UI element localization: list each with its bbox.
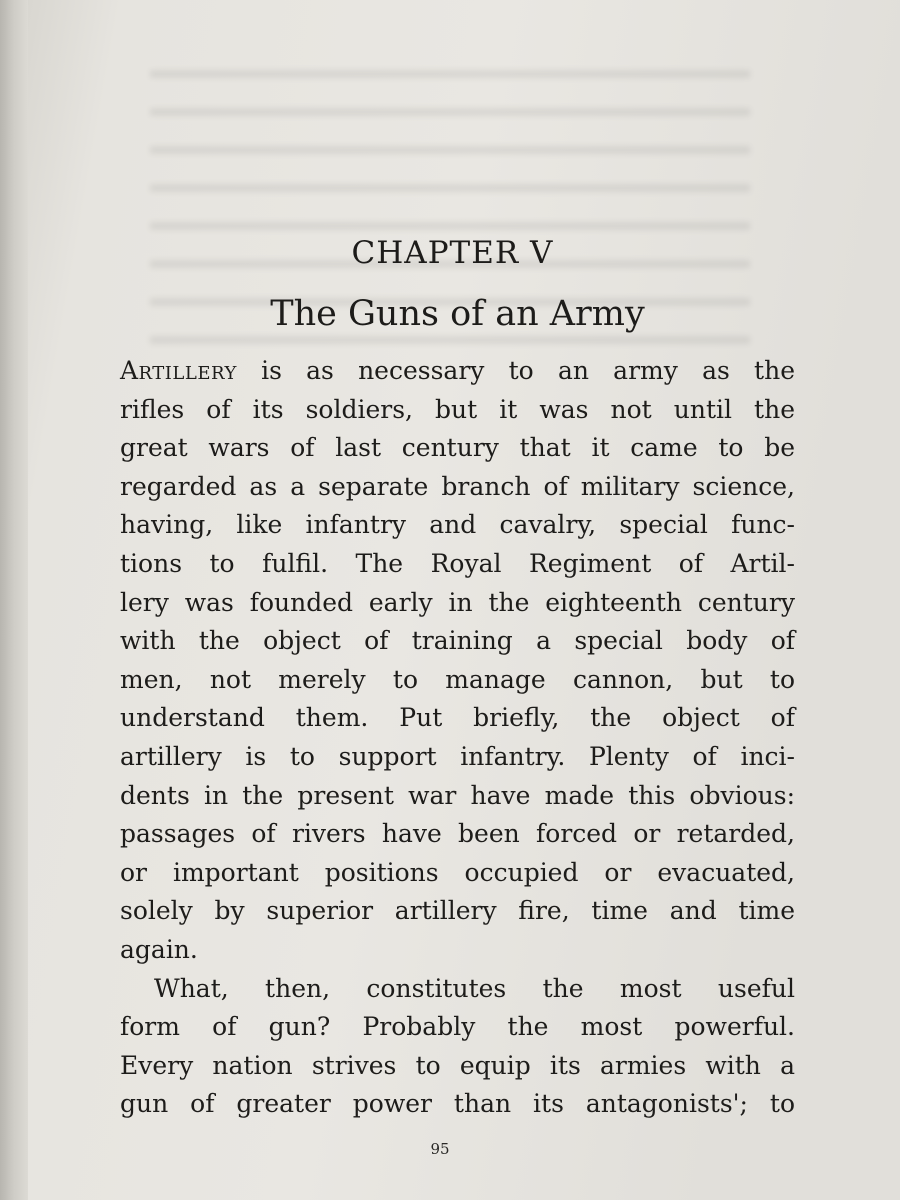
paragraph-line: having, like infantry and cavalry, special func-	[120, 510, 795, 540]
paragraph-line: lery was founded early in the eighteenth century	[120, 587, 795, 617]
paragraph-2	[120, 970, 795, 1124]
chapter-label: CHAPTER V	[351, 235, 554, 271]
chapter-title: The Guns of an Army	[270, 294, 645, 334]
paragraph-line: with the object of training a special body of	[120, 626, 795, 656]
paragraph-line: passages of rivers have been forced or retarded,	[120, 819, 795, 849]
lead-word: Artillery	[120, 356, 237, 385]
paragraph-line: What, then, constitutes the most useful	[154, 973, 795, 1003]
paragraph-line: tions to fulfil. The Royal Regiment of Artil-	[120, 548, 795, 578]
paragraph-line: dents in the present war have made this obvious:	[120, 780, 795, 810]
paragraph-line: artillery is to support infantry. Plenty of inci-	[120, 741, 795, 771]
paragraph-line: men, not merely to manage cannon, but to	[120, 664, 795, 694]
paragraph-line: form of gun? Probably the most powerful.	[120, 1012, 795, 1042]
paragraph-line: regarded as a separate branch of military science,	[120, 471, 795, 501]
paragraph-line: Every nation strives to equip its armies with a	[120, 1050, 795, 1080]
paragraph-line: Artillery is as necessary to an army as the	[120, 356, 795, 385]
paragraph-line: great wars of last century that it came to be	[120, 433, 795, 463]
page-number: 95	[430, 1140, 450, 1158]
paragraph-line: understand them. Put briefly, the object of	[120, 703, 795, 733]
page-gutter	[0, 0, 28, 1200]
paragraph-1	[120, 352, 795, 970]
paragraph-line: gun of greater power than its antagonists'; to	[120, 1089, 795, 1119]
page-text-block	[120, 228, 795, 1124]
paragraph-line: solely by superior artillery fire, time and time	[120, 896, 795, 926]
paragraph-line: rifles of its soldiers, but it was not until the	[120, 394, 795, 424]
paragraph-line: again.	[120, 934, 198, 964]
paragraph-line: or important positions occupied or evacuated,	[120, 857, 795, 887]
